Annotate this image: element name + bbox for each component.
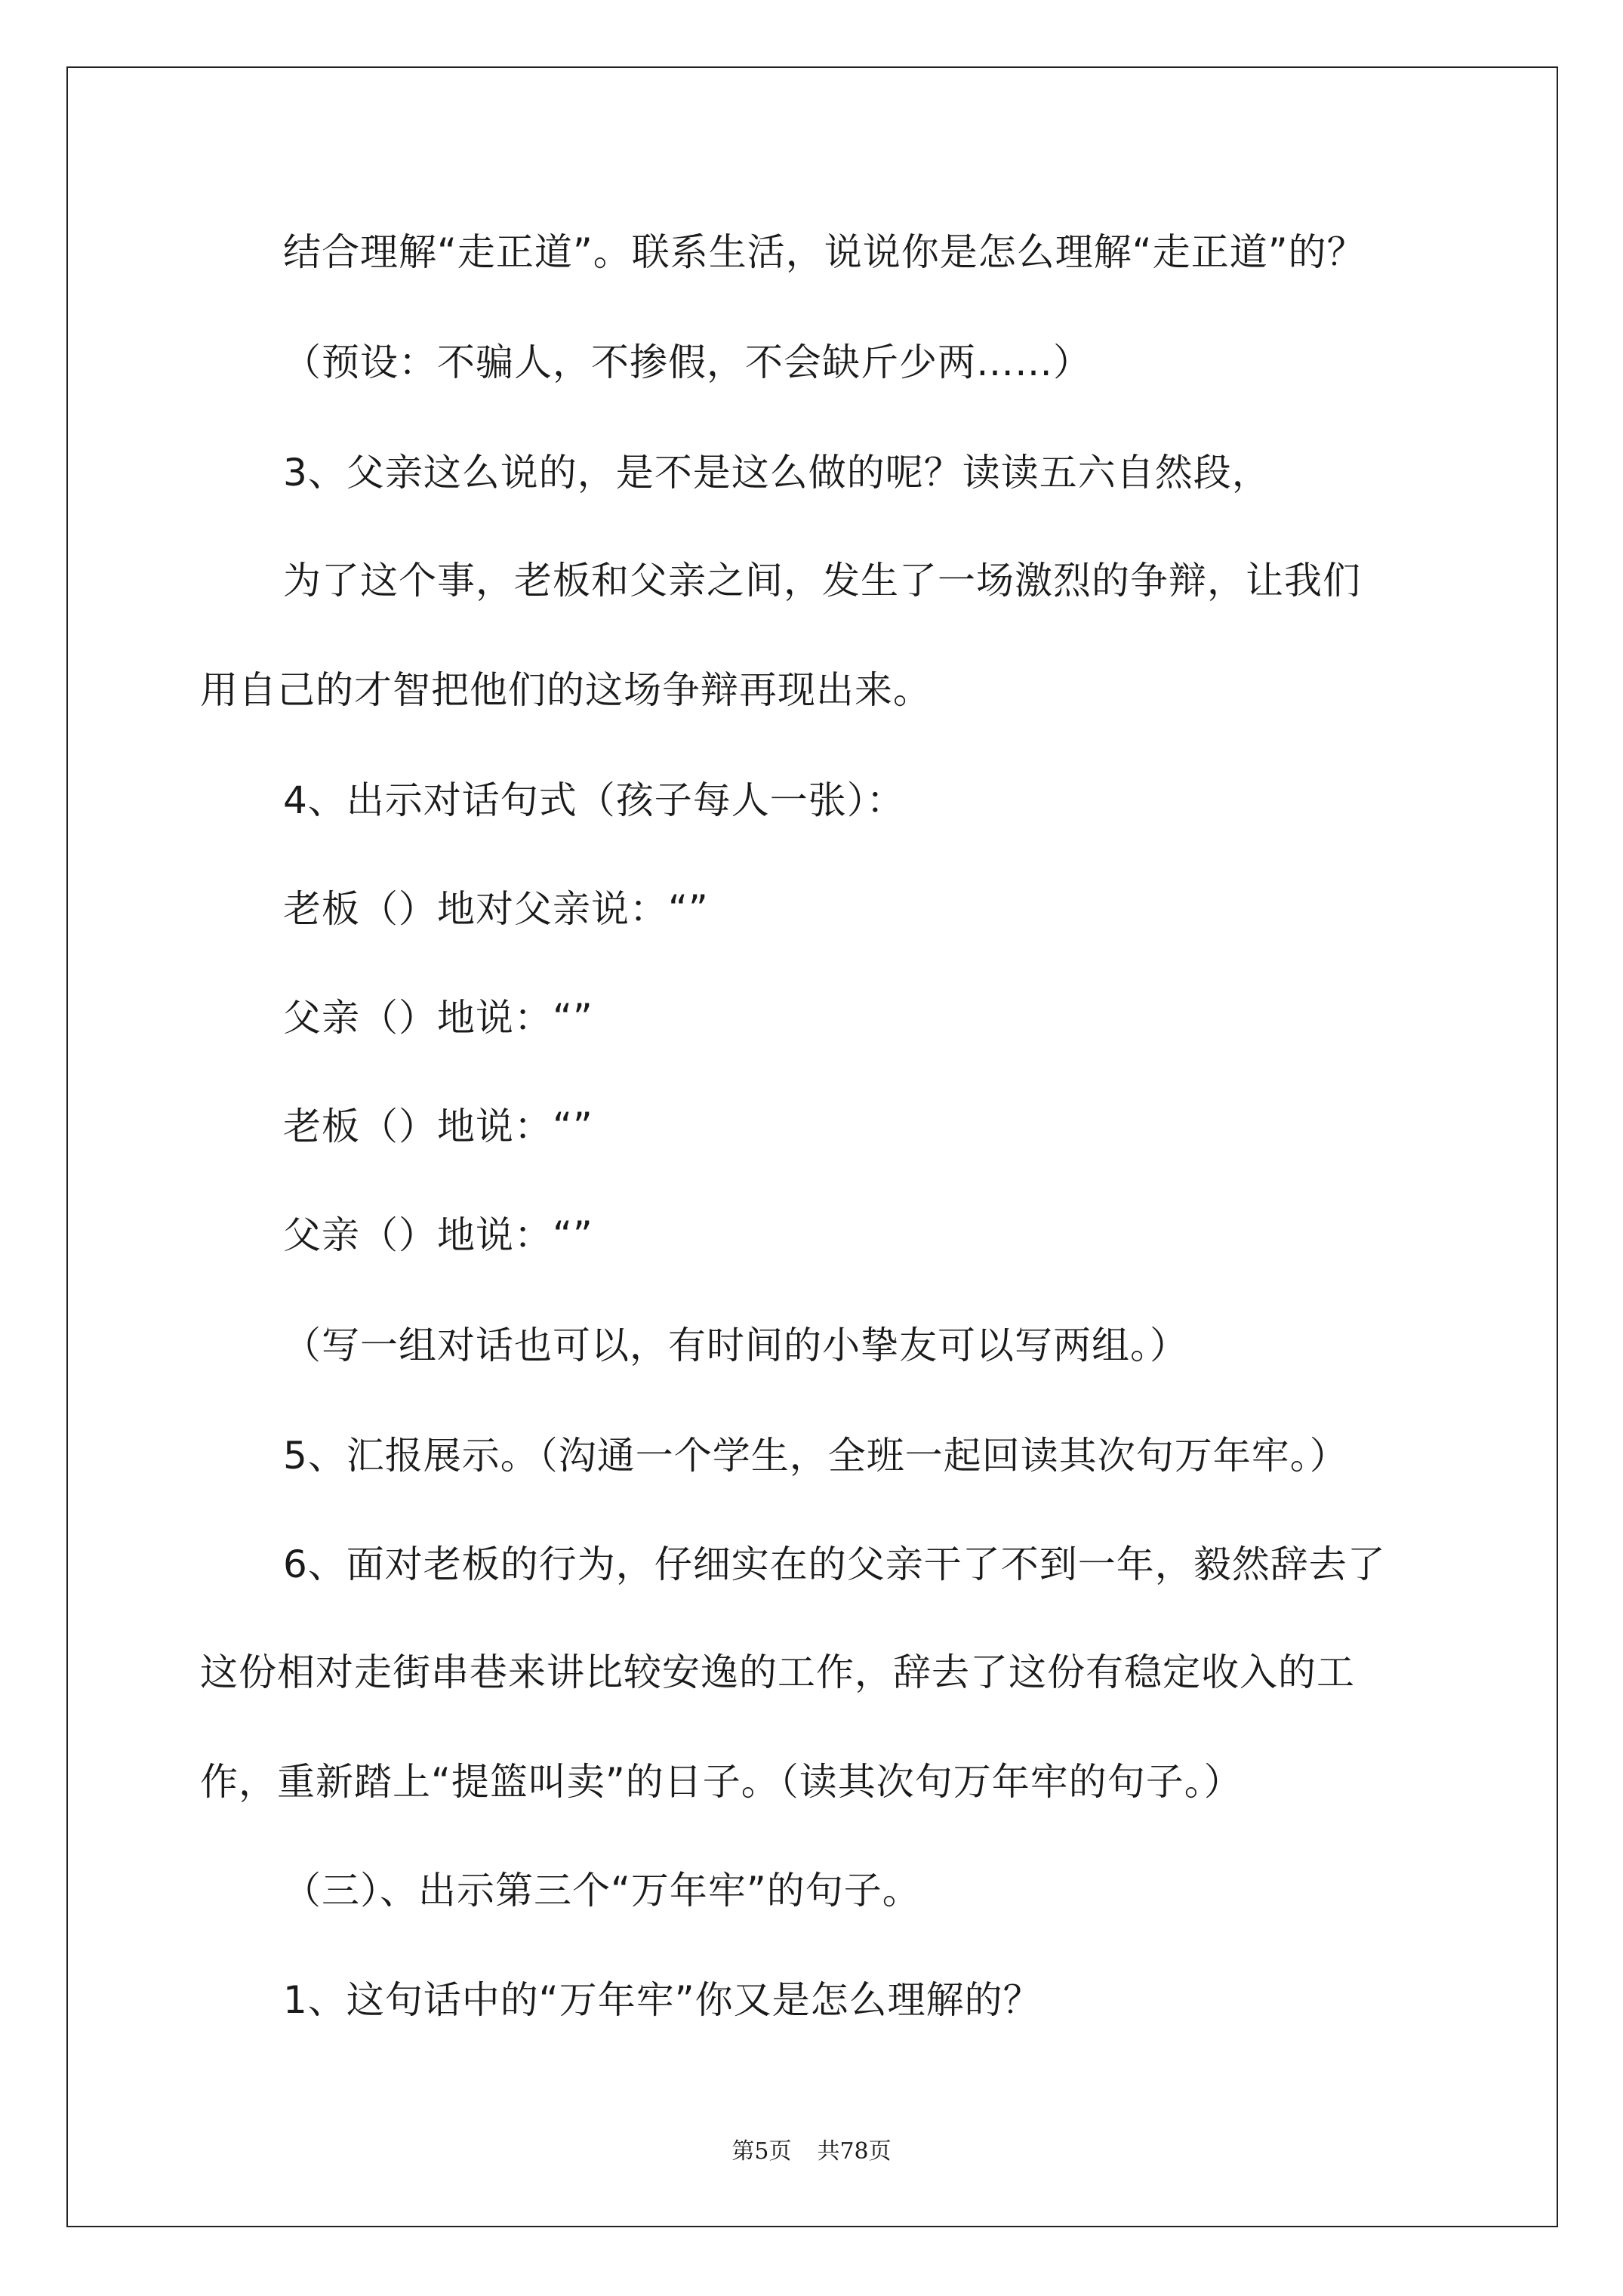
text-line-9: 老板（）地说：“” (283, 1105, 593, 1148)
text-line-3: 3、父亲这么说的，是不是这么做的呢？读读五六自然段， (283, 451, 1270, 495)
page-number: 第5页 (731, 2138, 792, 2165)
text-line-6: 4、出示对话句式（孩子每人一张）： (283, 778, 905, 822)
text-line-1: 结合理解“走正道”。联系生活，说说你是怎么理解“走正道”的？ (283, 230, 1366, 274)
text-line-2: （预设：不骗人，不掺假，不会缺斤少两……） (283, 341, 1092, 384)
page-total: 共78页 (817, 2138, 892, 2165)
text-line-12: 5、汇报展示。（沟通一个学生，全班一起回读其次句万年牢。） (283, 1434, 1348, 1478)
text-line-14: 这份相对走街串巷来讲比较安逸的工作，辞去了这份有稳定收入的工 (200, 1650, 1355, 1694)
text-line-4: 为了这个事，老板和父亲之间，发生了一场激烈的争辩，让我们 (283, 559, 1361, 603)
text-line-7: 老板（）地对父亲说：“” (283, 887, 709, 931)
text-line-16: （三）、出示第三个“万年牢”的句子。 (283, 1869, 921, 1912)
text-line-5: 用自己的才智把他们的这场争辩再现出来。 (200, 668, 932, 712)
text-line-10: 父亲（）地说：“” (283, 1213, 593, 1257)
page-footer (0, 2137, 1623, 2167)
text-line-8: 父亲（）地说：“” (283, 996, 593, 1040)
text-line-17: 1、这句话中的“万年牢”你又是怎么理解的？ (283, 1978, 1042, 2022)
text-line-11: （写一组对话也可以，有时间的小挚友可以写两组。） (283, 1324, 1188, 1367)
text-line-15: 作，重新踏上“提篮叫卖”的日子。（读其次句万年牢的句子。） (200, 1760, 1243, 1804)
text-line-13: 6、面对老板的行为，仔细实在的父亲干了不到一年，毅然辞去了 (283, 1542, 1386, 1586)
